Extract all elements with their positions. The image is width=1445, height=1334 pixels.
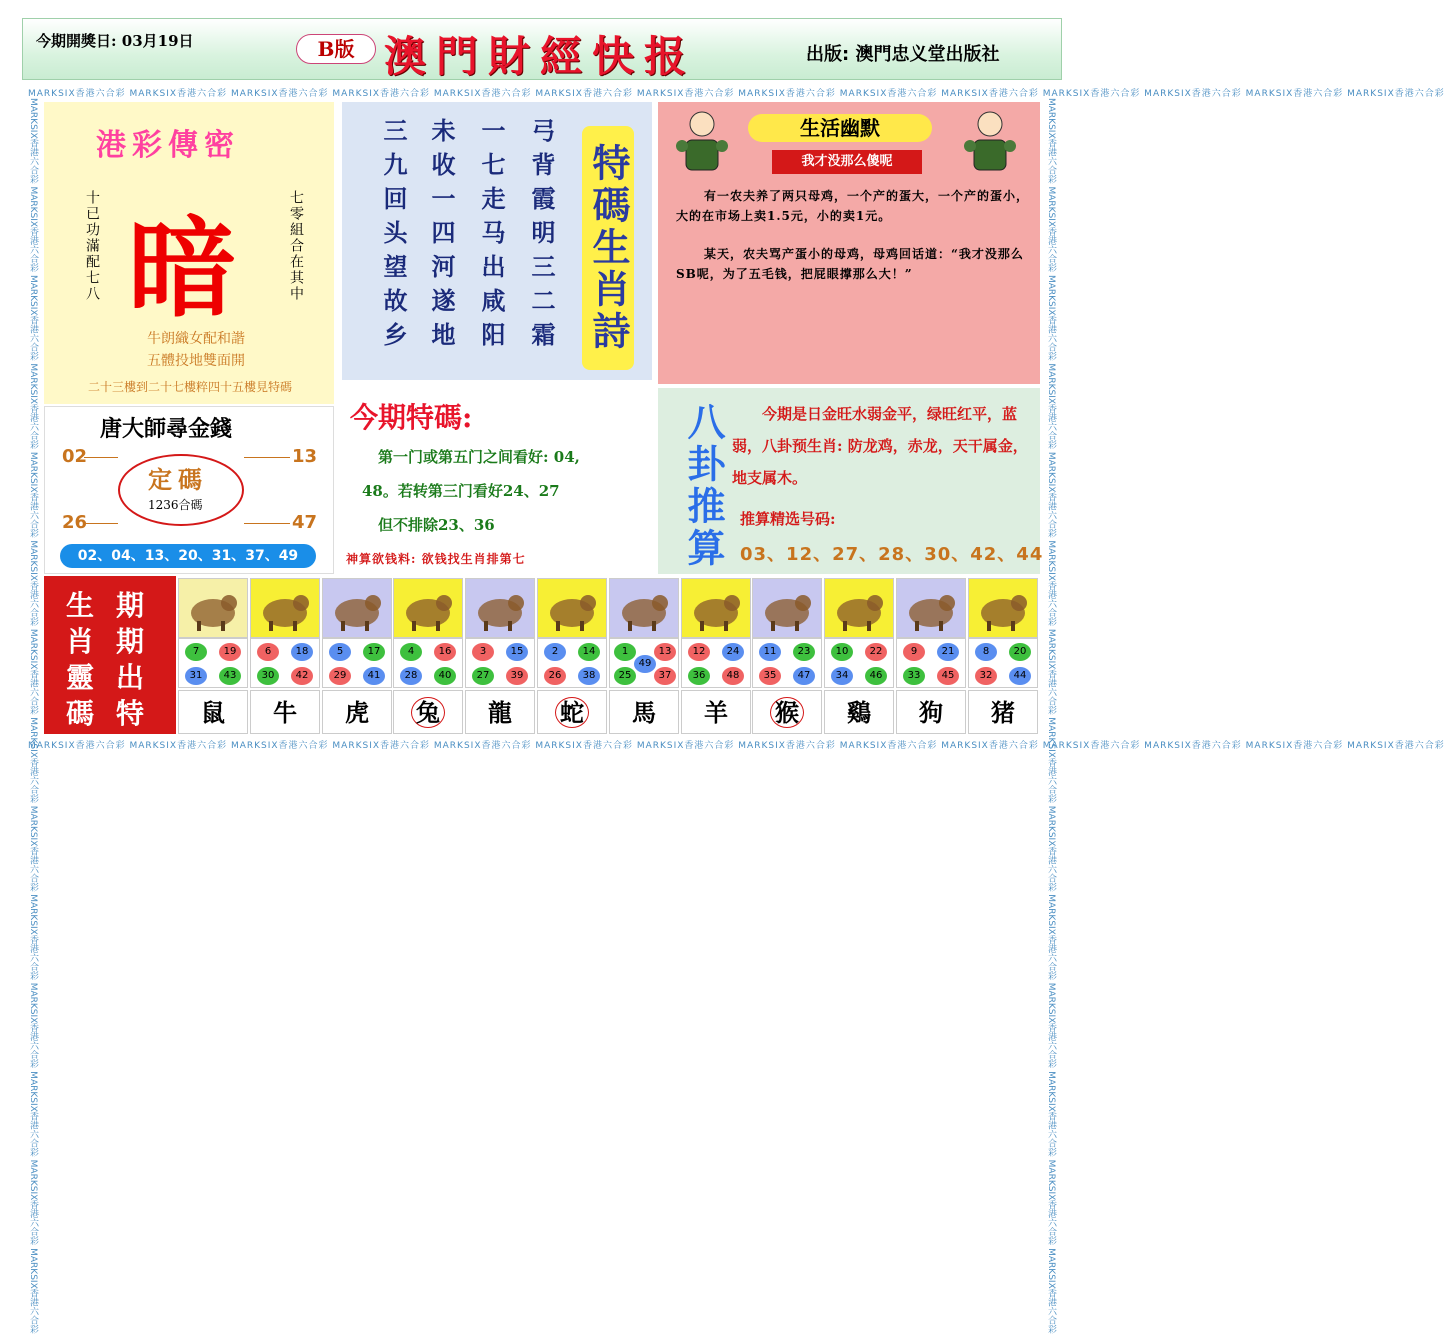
number-ball: 25 bbox=[614, 667, 636, 685]
zodiac-name-cell bbox=[824, 690, 894, 734]
zodiac-name-cell bbox=[968, 690, 1038, 734]
number-ball: 33 bbox=[903, 667, 925, 685]
number-ball: 49 bbox=[634, 655, 656, 673]
bagua-guide: 推算精选号码: bbox=[740, 510, 836, 528]
humor-subtitle: 我才没那么傻呢 bbox=[772, 150, 922, 174]
watermark-left: MARKSIX香港六合彩 MARKSIX香港六合彩 MARKSIX香港六合彩 MARKSIX香港六合彩 MARKSIX香港六合彩 MARKSIX香港六合彩 MARKSIX香港六合彩 MARKSIX香港六合彩 MARKSIX香港六合彩 MARKSIX香港六合彩 MARKSIX香港六合彩 MARKSIX香港六合彩 MARKSIX香港六合彩 MARKSIX香港六合彩 bbox=[28, 98, 38, 1334]
zodiac-name-cell bbox=[322, 690, 392, 734]
special-line-3: 但不排除23、36 bbox=[378, 516, 495, 534]
pig-icon bbox=[968, 578, 1038, 638]
number-ball: 15 bbox=[506, 643, 528, 661]
number-ball: 14 bbox=[578, 643, 600, 661]
poem-column-2: 未收一四河遂地 bbox=[427, 118, 456, 356]
zodiac-label-block bbox=[44, 576, 176, 734]
zodiac-numbers-cell bbox=[250, 638, 320, 688]
zodiac-name: 虎 bbox=[345, 698, 369, 727]
divider bbox=[84, 457, 118, 458]
zodiac-name-cell bbox=[178, 690, 248, 734]
number-ball: 41 bbox=[363, 667, 385, 685]
goat-icon bbox=[681, 578, 751, 638]
zodiac-name-cell bbox=[896, 690, 966, 734]
zodiac-name: 兔 bbox=[411, 697, 445, 728]
zodiac-numbers-cell bbox=[178, 638, 248, 688]
zodiac-numbers-cell bbox=[465, 638, 535, 688]
number-ball: 7 bbox=[185, 643, 207, 661]
zodiac-name: 猴 bbox=[770, 697, 804, 728]
secret-line-1: 牛朗織女配和諧 bbox=[147, 331, 245, 347]
number-ball: 45 bbox=[937, 667, 959, 685]
special-title: 今期特碼: bbox=[350, 401, 473, 434]
humor-paragraph-2: 某天，农夫骂产蛋小的母鸡，母鸡回话道：“我才没那么SB呢，为了五毛钱，把屁眼撑那么大！” bbox=[676, 247, 1024, 281]
zodiac-name: 馬 bbox=[632, 698, 656, 727]
bagua-text: 今期是日金旺水弱金平，绿旺红平，蓝弱，八卦预生肖: 防龙鸡，赤龙，天干属金，地支属木。 bbox=[732, 405, 1028, 487]
money-man-icon bbox=[672, 106, 732, 174]
number-ball: 48 bbox=[722, 667, 744, 685]
zodiac-numbers-cell bbox=[752, 638, 822, 688]
divider bbox=[244, 457, 290, 458]
number-ball: 26 bbox=[544, 667, 566, 685]
zodiac-label-char: 期 bbox=[116, 625, 145, 658]
horse-icon bbox=[609, 578, 679, 638]
zodiac-label-char: 生 bbox=[66, 589, 95, 622]
edition-badge: B版 bbox=[296, 34, 376, 64]
special-line-1: 第一门或第五门之间看好: 04, bbox=[378, 448, 580, 466]
dragon-icon bbox=[465, 578, 535, 638]
zodiac-name: 蛇 bbox=[555, 697, 589, 728]
number-ball: 4 bbox=[400, 643, 422, 661]
number-ball: 38 bbox=[578, 667, 600, 685]
zodiac-name: 牛 bbox=[273, 698, 297, 727]
number-ball: 34 bbox=[831, 667, 853, 685]
tang-combo: 1236合碼 bbox=[148, 498, 203, 512]
special-footer: 神算欲钱料: 欲钱找生肖排第七 bbox=[346, 552, 526, 566]
divider bbox=[244, 523, 290, 524]
number-ball: 31 bbox=[185, 667, 207, 685]
tang-number-list: 02、04、13、20、31、37、49 bbox=[60, 544, 316, 568]
poem-column-3: 一七走马出咸阳 bbox=[477, 118, 506, 356]
zodiac-name-cell bbox=[393, 690, 463, 734]
poem-column-4: 弓背霞明三二霜 bbox=[527, 118, 556, 356]
number-ball: 3 bbox=[472, 643, 494, 661]
number-ball: 35 bbox=[759, 667, 781, 685]
zodiac-name: 鷄 bbox=[847, 698, 871, 727]
tiger-icon bbox=[322, 578, 392, 638]
zodiac-numbers-cell bbox=[537, 638, 607, 688]
watermark-right: MARKSIX香港六合彩 MARKSIX香港六合彩 MARKSIX香港六合彩 MARKSIX香港六合彩 MARKSIX香港六合彩 MARKSIX香港六合彩 MARKSIX香港六合彩 MARKSIX香港六合彩 MARKSIX香港六合彩 MARKSIX香港六合彩 MARKSIX香港六合彩 MARKSIX香港六合彩 MARKSIX香港六合彩 MARKSIX香港六合彩 bbox=[1046, 98, 1056, 1334]
divider bbox=[84, 523, 118, 524]
secret-line-2: 五體投地雙面開 bbox=[147, 353, 245, 369]
tang-fixed-label: 定碼 bbox=[148, 465, 208, 494]
number-ball: 11 bbox=[759, 643, 781, 661]
ox-icon bbox=[250, 578, 320, 638]
rooster-icon bbox=[824, 578, 894, 638]
number-ball: 13 bbox=[654, 643, 676, 661]
tang-title: 唐大師尋金錢 bbox=[100, 416, 233, 442]
draw-date: 今期開獎日: 03月19日 bbox=[36, 32, 194, 50]
number-ball: 6 bbox=[257, 643, 279, 661]
snake-icon bbox=[537, 578, 607, 638]
number-ball: 10 bbox=[831, 643, 853, 661]
poem-label: 特碼生肖詩 bbox=[582, 126, 634, 370]
number-ball: 24 bbox=[722, 643, 744, 661]
number-ball: 17 bbox=[363, 643, 385, 661]
number-ball: 1 bbox=[614, 643, 636, 661]
page-title: 澳門財經快报 bbox=[384, 32, 697, 81]
number-ball: 2 bbox=[544, 643, 566, 661]
rat-icon bbox=[178, 578, 248, 638]
number-ball: 43 bbox=[219, 667, 241, 685]
zodiac-name-cell bbox=[609, 690, 679, 734]
zodiac-name: 猪 bbox=[991, 698, 1015, 727]
zodiac-numbers-cell bbox=[609, 638, 679, 688]
zodiac-name: 鼠 bbox=[201, 698, 225, 727]
zodiac-label-char: 出 bbox=[116, 661, 145, 694]
number-ball: 37 bbox=[654, 667, 676, 685]
watermark-top: MARKSIX香港六合彩 MARKSIX香港六合彩 MARKSIX香港六合彩 MARKSIX香港六合彩 MARKSIX香港六合彩 MARKSIX香港六合彩 MARKSIX香港六合彩 MARKSIX香港六合彩 MARKSIX香港六合彩 MARKSIX香港六合彩 MARKSIX香港六合彩 MARKSIX香港六合彩 MARKSIX香港六合彩 MARKSIX香港六合彩 bbox=[28, 89, 1445, 99]
number-ball: 28 bbox=[400, 667, 422, 685]
secret-right-verse: 七零組合在其中 bbox=[288, 190, 304, 302]
number-ball: 20 bbox=[1009, 643, 1031, 661]
number-ball: 36 bbox=[688, 667, 710, 685]
number-ball: 46 bbox=[865, 667, 887, 685]
zodiac-numbers-cell bbox=[393, 638, 463, 688]
zodiac-label-char: 碼 bbox=[66, 697, 95, 730]
number-ball: 27 bbox=[472, 667, 494, 685]
number-ball: 5 bbox=[329, 643, 351, 661]
tang-corner-top-right: 13 bbox=[292, 446, 318, 467]
number-ball: 22 bbox=[865, 643, 887, 661]
dog-icon bbox=[896, 578, 966, 638]
zodiac-numbers-cell bbox=[322, 638, 392, 688]
zodiac-name: 龍 bbox=[488, 698, 512, 727]
number-ball: 21 bbox=[937, 643, 959, 661]
number-ball: 30 bbox=[257, 667, 279, 685]
tang-corner-top-left: 02 bbox=[62, 446, 88, 467]
poem-column-1: 三九回头望故乡 bbox=[379, 118, 408, 356]
number-ball: 18 bbox=[291, 643, 313, 661]
number-ball: 16 bbox=[434, 643, 456, 661]
zodiac-name-cell bbox=[537, 690, 607, 734]
publisher: 出版: 澳門忠义堂出版社 bbox=[806, 44, 1000, 65]
number-ball: 32 bbox=[975, 667, 997, 685]
number-ball: 47 bbox=[793, 667, 815, 685]
number-ball: 8 bbox=[975, 643, 997, 661]
watermark-bottom: MARKSIX香港六合彩 MARKSIX香港六合彩 MARKSIX香港六合彩 MARKSIX香港六合彩 MARKSIX香港六合彩 MARKSIX香港六合彩 MARKSIX香港六合彩 MARKSIX香港六合彩 MARKSIX香港六合彩 MARKSIX香港六合彩 MARKSIX香港六合彩 MARKSIX香港六合彩 MARKSIX香港六合彩 MARKSIX香港六合彩 bbox=[28, 741, 1445, 751]
zodiac-label-char: 靈 bbox=[66, 661, 95, 694]
special-line-2: 48。若转第三门看好24、27 bbox=[362, 482, 560, 500]
zodiac-numbers-cell bbox=[681, 638, 751, 688]
number-ball: 39 bbox=[506, 667, 528, 685]
tang-corner-bottom-right: 47 bbox=[292, 512, 318, 533]
number-ball: 40 bbox=[434, 667, 456, 685]
zodiac-numbers-cell bbox=[896, 638, 966, 688]
secret-left-verse: 十已功滿配七八 bbox=[84, 190, 100, 302]
zodiac-numbers-cell bbox=[824, 638, 894, 688]
zodiac-name-cell bbox=[250, 690, 320, 734]
zodiac-label-char: 期 bbox=[116, 589, 145, 622]
humor-paragraph-1: 有一农夫养了两只母鸡，一个产的蛋大，一个产的蛋小，大的在市场上卖1.5元，小的卖1元。 bbox=[676, 189, 1030, 223]
number-ball: 29 bbox=[329, 667, 351, 685]
zodiac-name-cell bbox=[465, 690, 535, 734]
money-man-icon bbox=[960, 106, 1020, 174]
monkey-icon bbox=[752, 578, 822, 638]
humor-title: 生活幽默 bbox=[748, 114, 932, 142]
zodiac-label-char: 特 bbox=[116, 697, 145, 730]
secret-character: 暗 bbox=[128, 206, 237, 332]
secret-hint: 二十三樓到二十七樓粹四十五樓見特碼 bbox=[87, 380, 292, 394]
number-ball: 42 bbox=[291, 667, 313, 685]
number-ball: 9 bbox=[903, 643, 925, 661]
number-ball: 19 bbox=[219, 643, 241, 661]
number-ball: 44 bbox=[1009, 667, 1031, 685]
tang-corner-bottom-left: 26 bbox=[62, 512, 88, 533]
zodiac-name: 羊 bbox=[704, 698, 728, 727]
number-ball: 12 bbox=[688, 643, 710, 661]
zodiac-numbers-cell bbox=[968, 638, 1038, 688]
zodiac-name-cell bbox=[752, 690, 822, 734]
rabbit-icon bbox=[393, 578, 463, 638]
zodiac-label-char: 肖 bbox=[66, 625, 95, 658]
number-ball: 23 bbox=[793, 643, 815, 661]
bagua-numbers: 03、12、27、28、30、42、44 bbox=[740, 544, 1044, 565]
secret-title: 港彩傳密 bbox=[96, 128, 240, 163]
zodiac-name-cell bbox=[681, 690, 751, 734]
bagua-label: 八卦推算 bbox=[681, 402, 725, 570]
zodiac-name: 狗 bbox=[919, 698, 943, 727]
